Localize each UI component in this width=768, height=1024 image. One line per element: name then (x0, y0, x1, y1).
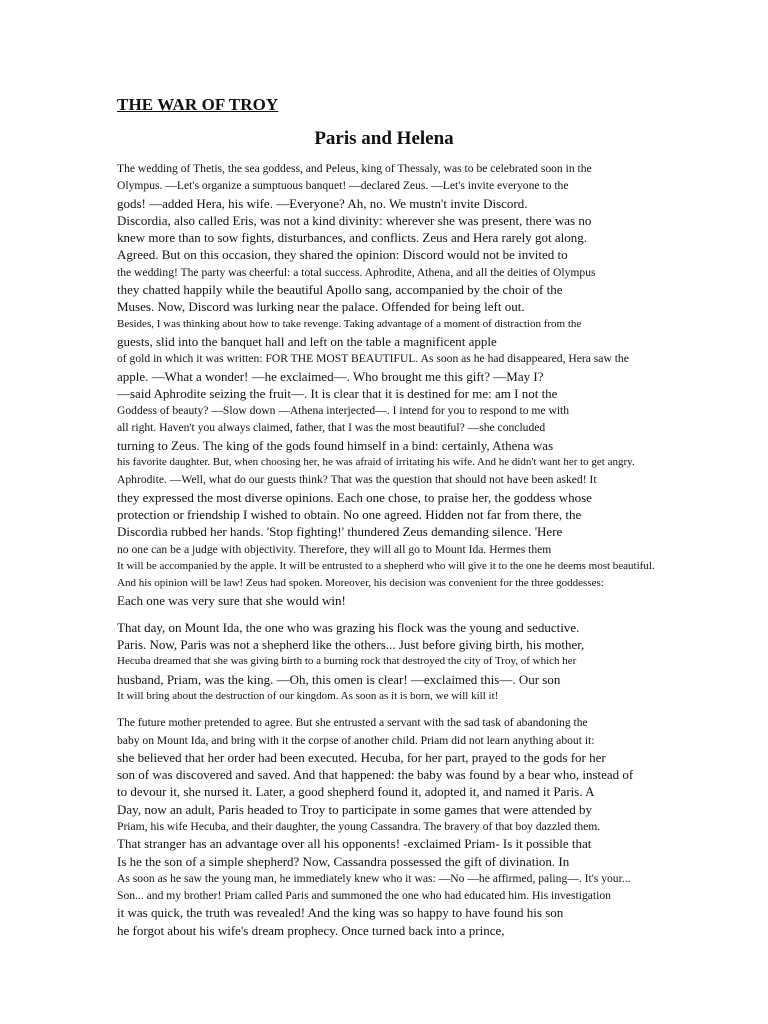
text-line: Discordia rubbed her hands. 'Stop fighting!' thundered Zeus demanding silence. 'Here (117, 524, 563, 540)
text-line: Muses. Now, Discord was lurking near the palace. Offended for being left out. (117, 299, 525, 315)
text-line: baby on Mount Ida, and bring with it the corpse of another child. Priam did not learn anything about it: (117, 733, 595, 747)
text-line: Hecuba dreamed that she was giving birth to a burning rock that destroyed the city of Troy, of which her (117, 655, 577, 668)
text-line: the wedding! The party was cheerful: a total success. Aphrodite, Athena, and all the deities of Olympus (117, 265, 596, 279)
text-line: Goddess of beauty? —Slow down —Athena interjected—. I intend for you to respond to me with (117, 404, 570, 418)
text-line: his favorite daughter. But, when choosing her, he was afraid of irritating his wife. And he didn't want her to get angry. (117, 456, 635, 469)
text-line: protection or friendship I wished to obtain. No one agreed. Hidden not far from there, the (117, 506, 582, 522)
text-line: Each one was very sure that she would win! (117, 593, 346, 609)
text-line: gods! —added Hera, his wife. —Everyone? Ah, no. We mustn't invite Discord. (117, 195, 528, 211)
text-line: to devour it, she nursed it. Later, a good shepherd found it, adopted it, and named it Paris. A (117, 784, 595, 800)
text-line: guests, slid into the banquet hall and left on the table a magnificent apple (117, 333, 497, 349)
text-line: knew more than to sow fights, disturbances, and conflicts. Zeus and Hera rarely got along. (117, 230, 588, 246)
text-line: Discordia, also called Eris, was not a kind divinity: wherever she was present, there was no (117, 212, 592, 228)
document-title: THE WAR OF TROY (117, 95, 279, 114)
text-line: Besides, I was thinking about how to take revenge. Taking advantage of a moment of distraction from the (117, 317, 582, 330)
text-line: apple. —What a wonder! —he exclaimed—. Who brought me this gift? —May I? (117, 368, 544, 384)
text-line: he forgot about his wife's dream prophecy. Once turned back into a prince, (117, 922, 505, 938)
text-line: —said Aphrodite seizing the fruit—. It is clear that it is destined for me: am I not the (117, 385, 558, 401)
text-line: she believed that her order had been executed. Hecuba, for her part, prayed to the gods for her (117, 749, 606, 765)
text-line: all right. Haven't you always claimed, father, that I was the most beautiful? —she concluded (117, 421, 546, 435)
text-line: son of was discovered and saved. And that happened: the baby was found by a bear who, instead of (117, 767, 634, 783)
text-line: The wedding of Thetis, the sea goddess, and Peleus, king of Thessaly, was to be celebrated soon in the (117, 162, 592, 175)
text-line: it was quick, the truth was revealed! And the king was so happy to have found his son (117, 905, 564, 921)
text-line: Day, now an adult, Paris headed to Troy to participate in some games that were attended by (117, 801, 592, 817)
text-line: It will bring about the destruction of our kingdom. As soon as it is born, we will kill it! (117, 689, 499, 702)
text-line: Is he the son of a simple shepherd? Now, Cassandra possessed the gift of divination. In (117, 853, 570, 869)
text-line: Son... and my brother! Priam called Paris and summoned the one who had educated him. His investigation (117, 889, 611, 903)
text-line: That stranger has an advantage over all his opponents! -exclaimed Priam- Is it possible that (117, 836, 592, 852)
paragraph (117, 714, 707, 939)
text-line: Priam, his wife Hecuba, and their daughter, the young Cassandra. The bravery of that boy dazzled them. (117, 819, 601, 833)
text-line: Agreed. But on this occasion, they shared the opinion: Discord would not be invited to (117, 247, 568, 263)
text-line: It will be accompanied by the apple. It will be entrusted to a shepherd who will give it to the one he deems most beautiful. (117, 559, 655, 572)
text-line: Paris. Now, Paris was not a shepherd like the others... Just before giving birth, his mother, (117, 637, 585, 653)
paragraph (117, 619, 707, 705)
text-line: husband, Priam, was the king. —Oh, this omen is clear! —exclaimed this—. Our son (117, 671, 561, 687)
text-line: they expressed the most diverse opinions. Each one chose, to praise her, the goddess whose (117, 489, 592, 505)
document-subtitle: Paris and Helena (314, 128, 454, 149)
text-line: they chatted happily while the beautiful Apollo sang, accompanied by the choir of the (117, 282, 563, 298)
text-line: And his opinion will be law! Zeus had spoken. Moreover, his decision was convenient for the three goddesses: (117, 577, 604, 590)
text-line: As soon as he saw the young man, he immediately knew who it was: —No —he affirmed, paling—. It's your... (117, 871, 631, 885)
document-body (117, 160, 707, 939)
paragraph (117, 160, 707, 610)
text-line: That day, on Mount Ida, the one who was grazing his flock was the young and seductive. (117, 619, 580, 635)
text-line: The future mother pretended to agree. But she entrusted a servant with the sad task of abandoning the (117, 716, 588, 730)
text-line: Aphrodite. —Well, what do our guests think? That was the question that should not have been asked! It (117, 473, 597, 487)
text-line: turning to Zeus. The king of the gods found himself in a bind: certainly, Athena was (117, 437, 554, 453)
text-line: Olympus. —Let's organize a sumptuous banquet! —declared Zeus. —Let's invite everyone to the (117, 179, 569, 193)
text-line: of gold in which it was written: FOR THE MOST BEAUTIFUL. As soon as he had disappeared, Hera saw the (117, 352, 629, 366)
text-line: no one can be a judge with objectivity. Therefore, they will all go to Mount Ida. Hermes them (117, 542, 552, 556)
